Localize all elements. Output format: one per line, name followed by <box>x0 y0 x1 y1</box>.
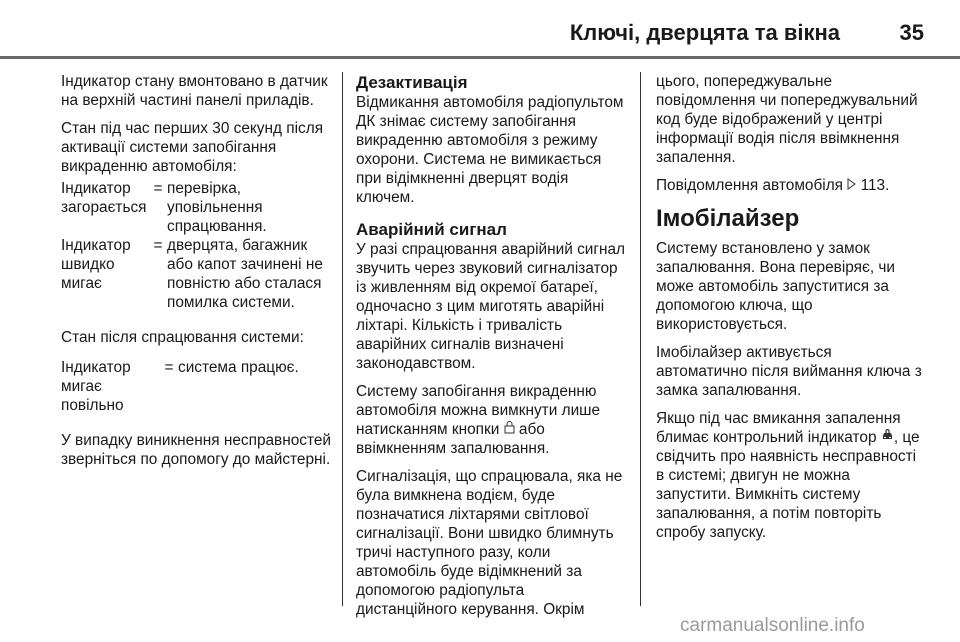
section-heading-alarm: Аварійний сигнал <box>356 220 507 239</box>
paragraph: Систему встановлено у замок запалювання. Вона перевіряє, чи може автомобіль запуститися за допомогою ключа, що використовується. <box>656 240 895 333</box>
column-1 <box>61 72 335 478</box>
section-heading-immobilizer: Імобілайзер <box>656 205 800 232</box>
indicator-value: дверцята, багажник або капот зачинені не повністю або сталася помилка системи. <box>167 237 323 311</box>
page-reference-icon <box>847 176 856 195</box>
paragraph: У випадку виникнення несправностей зверніться по допомогу до майстерні. <box>61 432 332 468</box>
equals-sign: = <box>164 359 174 376</box>
page-title: Ключі, дверцята та вікна <box>569 20 840 45</box>
paragraph-text: Повідомлення автомобіля <box>656 177 844 194</box>
indicator-label: Індикатор швидко мигає <box>61 237 131 292</box>
column-2 <box>356 72 626 628</box>
paragraph <box>356 382 626 458</box>
paragraph: У разі спрацювання аварійний сигнал звучить через звуковий сигналізатор із живленням від окремої батареї, одночасно з цим миготять аварійні ліхтарі. Кількість і тривалість аварійних сигналів визначені законодавством. <box>356 241 626 372</box>
column-divider <box>640 72 641 606</box>
paragraph: Індикатор стану вмонтовано в датчик на верхній частині панелі приладів. <box>61 73 328 109</box>
indicator-value: перевірка, уповільнення спрацювання. <box>167 180 267 235</box>
page-reference: 113. <box>860 177 890 194</box>
equals-sign: = <box>153 237 163 254</box>
page-header <box>0 0 960 58</box>
header-rule <box>0 56 960 59</box>
indicator-label: Індикатор мигає повільно <box>61 359 131 414</box>
section-heading-deactivation: Дезактивація <box>356 73 468 92</box>
lock-button-icon <box>504 420 515 439</box>
paragraph: Імобілайзер активується автоматично після виймання ключа з замка запалювання. <box>656 344 922 399</box>
indicator-value: система працює. <box>178 359 299 376</box>
column-3 <box>656 72 926 551</box>
paragraph: Відмикання автомобіля радіопультом ДК знімає систему запобігання викраденню автомобіля з режиму охорони. Система не вимикається при відімкненні дверцят водія ключем. <box>356 94 624 206</box>
indicator-row <box>61 236 335 312</box>
paragraph: Сигналізація, що спрацювала, яка не була вимкнена водієм, буде позначатися ліхтарями світлової сигналізації. Вони швидко блимнуть тричі наступного разу, коли автомобіль буде відімкнений за допомогою радіопульта дистанційного керування. Окрім <box>356 468 623 618</box>
paragraph-text: або ввімкненням запалювання. <box>356 421 550 457</box>
paragraph: цього, попереджувальне повідомлення чи попереджувальний код буде відображений у центрі інформації водія після ввімкнення запалення. <box>656 73 918 166</box>
equals-sign: = <box>153 180 163 197</box>
paragraph <box>656 409 926 542</box>
paragraph: Стан під час перших 30 секунд після активації системи запобігання викраденню автомобіля: <box>61 120 324 175</box>
paragraph-text: Систему запобігання викраденню автомобіля можна вимкнути лише натисканням кнопки <box>356 383 601 438</box>
paragraph: Стан після спрацювання системи: <box>61 329 304 346</box>
immobilizer-indicator-icon <box>881 428 894 447</box>
indicator-label: Індикатор загорається <box>61 180 147 216</box>
indicator-row <box>61 179 335 236</box>
column-divider <box>342 72 343 606</box>
page-number: 35 <box>899 20 924 45</box>
indicator-row <box>61 358 335 415</box>
paragraph-text: , це свідчить про наявність несправності в системі; двигун не можна запустити. Вимкніть систему запалювання, а потім повторіть спробу запуску. <box>656 429 920 541</box>
paragraph <box>656 176 926 195</box>
watermark: carmanualsonline.info <box>680 615 865 636</box>
paragraph-text: Якщо під час вмикання запалення блимає контрольний індикатор <box>656 410 901 446</box>
